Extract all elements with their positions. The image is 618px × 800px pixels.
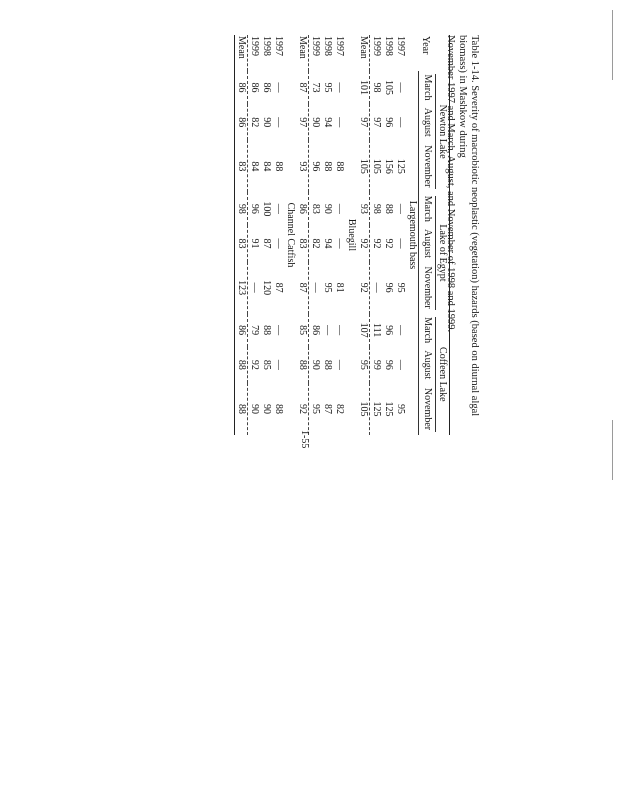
value-cell: 88 xyxy=(334,161,346,172)
value-cell: 87 xyxy=(322,403,334,414)
value-cell: 125 xyxy=(383,401,395,417)
value-cell: 81 xyxy=(334,282,346,293)
value-cell: — xyxy=(371,282,383,293)
table-row xyxy=(370,35,383,435)
value-cell: 91 xyxy=(249,238,261,249)
value-cell: 123 xyxy=(235,262,248,314)
species-section-label: Channel Catfish xyxy=(285,202,297,268)
year-cell: 1999 xyxy=(371,36,383,56)
value-cell: 101 xyxy=(358,71,371,104)
value-cell: — xyxy=(334,238,346,249)
value-cell: 94 xyxy=(322,117,334,128)
value-cell: 90 xyxy=(310,359,322,370)
value-cell: 84 xyxy=(261,161,273,172)
value-cell: 82 xyxy=(334,403,346,414)
value-cell: 93 xyxy=(358,192,371,225)
value-cell: 86 xyxy=(297,192,310,225)
value-cell: 88 xyxy=(322,161,334,172)
table-row xyxy=(383,35,395,435)
value-cell: 86 xyxy=(310,325,322,336)
value-cell: 84 xyxy=(249,161,261,172)
value-cell: 86 xyxy=(235,314,248,347)
month-header: August xyxy=(419,225,434,261)
value-cell: 79 xyxy=(249,325,261,336)
value-cell: — xyxy=(395,359,407,370)
value-cell: 88 xyxy=(383,203,395,214)
value-cell: 92 xyxy=(358,262,371,314)
lake-header-label: Coffeen Lake xyxy=(435,317,448,432)
value-cell: 85 xyxy=(261,359,273,370)
mean-row xyxy=(297,35,310,435)
value-cell: 83 xyxy=(310,203,322,214)
year-cell: 1998 xyxy=(383,36,395,56)
table-row xyxy=(261,35,273,435)
value-cell: — xyxy=(273,203,285,214)
year-cell: 1997 xyxy=(273,36,285,56)
value-cell: — xyxy=(249,282,261,293)
value-cell: 86 xyxy=(249,82,261,93)
caption-continuation: November 1997 and March, August, and November of 1998 and 1999. xyxy=(445,35,456,333)
value-cell: — xyxy=(273,238,285,249)
section-header-row xyxy=(407,35,420,435)
year-cell: 1997 xyxy=(395,36,407,56)
value-cell: 88 xyxy=(235,347,248,383)
value-cell: 111 xyxy=(371,323,383,338)
value-cell: 99 xyxy=(371,359,383,370)
value-cell: 90 xyxy=(261,117,273,128)
value-cell: 105 xyxy=(383,80,395,96)
value-cell: 83 xyxy=(235,140,248,192)
year-cell: Mean xyxy=(297,35,310,71)
month-header: March xyxy=(419,192,434,225)
value-cell: 88 xyxy=(273,403,285,414)
species-section-label: Largemouth bass xyxy=(407,200,419,270)
month-header-row xyxy=(419,35,434,435)
value-cell: — xyxy=(334,203,346,214)
scan-edge-mark xyxy=(612,10,613,80)
value-cell: — xyxy=(334,325,346,336)
value-cell: — xyxy=(334,117,346,128)
table-body xyxy=(235,35,419,435)
scan-edge-mark xyxy=(612,420,613,480)
month-header: November xyxy=(419,140,434,192)
value-cell: 97 xyxy=(371,117,383,128)
value-cell: 156 xyxy=(383,158,395,174)
value-cell: — xyxy=(395,82,407,93)
value-cell: — xyxy=(310,282,322,293)
value-cell: 92 xyxy=(297,383,310,435)
value-cell: 95 xyxy=(358,347,371,383)
year-cell: Mean xyxy=(358,35,371,71)
year-cell: 1998 xyxy=(322,36,334,56)
value-cell: — xyxy=(395,238,407,249)
value-cell: 93 xyxy=(297,140,310,192)
value-cell: 125 xyxy=(395,158,407,174)
value-cell: 87 xyxy=(273,282,285,293)
lake-header-label: Lake of Egypt xyxy=(435,196,448,311)
value-cell: 86 xyxy=(235,71,248,104)
mean-row xyxy=(358,35,371,435)
value-cell: 96 xyxy=(383,325,395,336)
table-row xyxy=(273,35,285,435)
table-row xyxy=(395,35,407,435)
value-cell: 88 xyxy=(297,347,310,383)
value-cell: 95 xyxy=(322,282,334,293)
year-cell: 1998 xyxy=(261,36,273,56)
year-cell: 1999 xyxy=(249,36,261,56)
value-cell: 73 xyxy=(310,82,322,93)
month-header: August xyxy=(419,347,434,383)
value-cell: — xyxy=(334,359,346,370)
data-table xyxy=(235,35,451,435)
value-cell: — xyxy=(395,117,407,128)
value-cell: 98 xyxy=(235,192,248,225)
value-cell: 88 xyxy=(235,383,248,435)
section-header-row xyxy=(285,35,297,435)
value-cell: 90 xyxy=(249,403,261,414)
value-cell: — xyxy=(273,117,285,128)
year-cell: Mean xyxy=(235,35,248,71)
value-cell: 96 xyxy=(383,282,395,293)
value-cell: 95 xyxy=(322,82,334,93)
value-cell: 88 xyxy=(322,359,334,370)
value-cell: 95 xyxy=(395,403,407,414)
value-cell: — xyxy=(395,203,407,214)
mean-row xyxy=(235,35,248,435)
value-cell: 95 xyxy=(310,403,322,414)
value-cell: 98 xyxy=(371,203,383,214)
year-cell: 1997 xyxy=(334,36,346,56)
value-cell: — xyxy=(273,82,285,93)
value-cell: 92 xyxy=(371,238,383,249)
month-header: August xyxy=(419,104,434,140)
month-header: November xyxy=(419,262,434,314)
value-cell: — xyxy=(334,82,346,93)
value-cell: 96 xyxy=(249,203,261,214)
year-cell: 1999 xyxy=(310,36,322,56)
value-cell: 82 xyxy=(249,117,261,128)
value-cell: 90 xyxy=(310,117,322,128)
value-cell: 87 xyxy=(297,71,310,104)
value-cell: 82 xyxy=(310,238,322,249)
lake-header-row xyxy=(434,35,450,435)
lake-header xyxy=(434,314,450,435)
value-cell: 96 xyxy=(383,117,395,128)
value-cell: 96 xyxy=(310,161,322,172)
year-column-header: Year xyxy=(419,35,450,71)
value-cell: 107 xyxy=(358,314,371,347)
value-cell: 92 xyxy=(383,238,395,249)
value-cell: 92 xyxy=(249,359,261,370)
value-cell: 83 xyxy=(297,225,310,261)
value-cell: 100 xyxy=(261,201,273,217)
table-row xyxy=(248,35,261,435)
value-cell: 83 xyxy=(235,225,248,261)
caption-title: Table 1-14. Severity of macrobiotic neoplastic (vegetation) hazards (based on diurnal algal biomass) in Mashkow during xyxy=(457,35,480,417)
value-cell: 97 xyxy=(358,104,371,140)
species-section-label: Bluegill xyxy=(346,218,358,252)
value-cell: 86 xyxy=(261,82,273,93)
month-header: March xyxy=(419,71,434,104)
value-cell: 105 xyxy=(358,140,371,192)
lake-header xyxy=(434,71,450,192)
rotated-table-frame xyxy=(104,29,484,439)
value-cell: — xyxy=(322,325,334,336)
value-cell: 88 xyxy=(261,325,273,336)
value-cell: — xyxy=(273,359,285,370)
value-cell: 95 xyxy=(395,282,407,293)
value-cell: 105 xyxy=(371,158,383,174)
page-number: 1-55 xyxy=(299,430,310,449)
value-cell: 105 xyxy=(358,383,371,435)
value-cell: 120 xyxy=(261,280,273,296)
value-cell: 90 xyxy=(261,403,273,414)
value-cell: 86 xyxy=(235,104,248,140)
value-cell: 87 xyxy=(297,262,310,314)
value-cell: 90 xyxy=(322,203,334,214)
section-header-row xyxy=(346,35,358,435)
month-header: November xyxy=(419,383,434,435)
table-row xyxy=(322,35,334,435)
value-cell: 97 xyxy=(297,104,310,140)
lake-header-label: Newton Lake xyxy=(435,74,448,189)
table-row xyxy=(309,35,322,435)
value-cell: — xyxy=(273,325,285,336)
table-row xyxy=(334,35,346,435)
value-cell: 85 xyxy=(297,314,310,347)
value-cell: 98 xyxy=(371,82,383,93)
value-cell: 88 xyxy=(273,161,285,172)
month-header: March xyxy=(419,314,434,347)
lake-header xyxy=(434,192,450,313)
value-cell: 94 xyxy=(322,238,334,249)
value-cell: 96 xyxy=(383,359,395,370)
value-cell: — xyxy=(395,325,407,336)
value-cell: 92 xyxy=(358,225,371,261)
value-cell: 125 xyxy=(371,401,383,417)
value-cell: 87 xyxy=(261,238,273,249)
